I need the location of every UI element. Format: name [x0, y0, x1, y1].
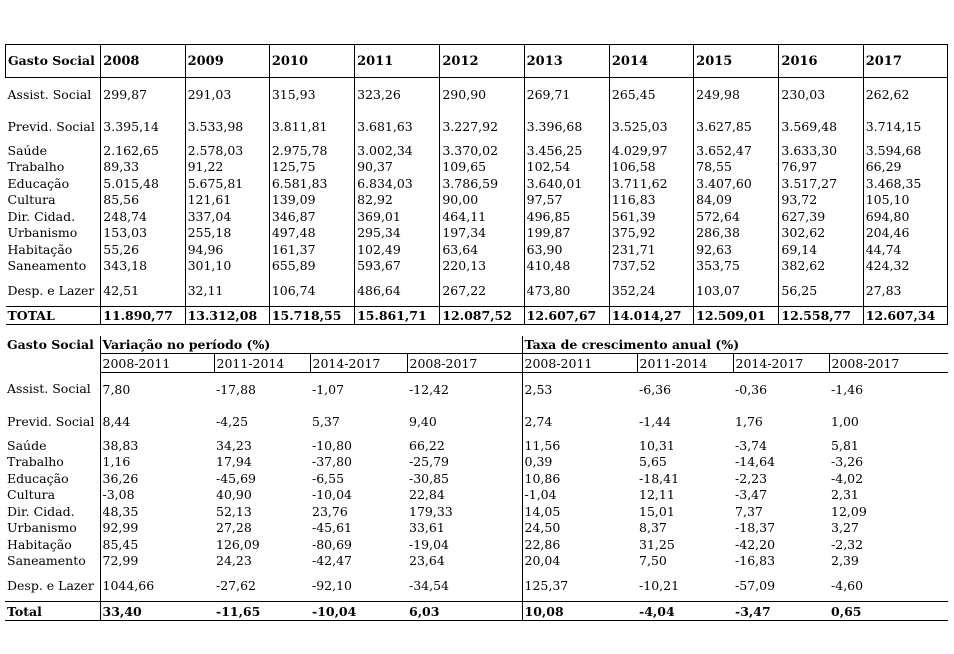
year-header: 2010 — [269, 45, 354, 78]
variation-value: -6,55 — [312, 470, 345, 486]
row-label: Saúde — [5, 437, 100, 454]
row-label: Previd. Social — [5, 405, 100, 437]
value-cell: 102,49 — [355, 241, 440, 258]
variation-value: -45,61 — [312, 520, 353, 536]
growth-value: 12,11 — [639, 487, 675, 503]
growth-value: 14,05 — [522, 503, 637, 520]
variation-value: -42,47 — [312, 553, 353, 569]
year-header: 2015 — [694, 45, 779, 78]
growth-value: 7,50 — [639, 553, 667, 569]
total-value: 12.607,67 — [524, 307, 609, 325]
variation-value: -27,62 — [216, 577, 257, 593]
value-cell: 199,87 — [524, 225, 609, 242]
table1-row — [6, 175, 948, 192]
value-cell: 410,48 — [524, 258, 609, 275]
variation-value: 85,45 — [102, 536, 139, 552]
value-cell: 369,01 — [355, 208, 440, 225]
growth-value: 5,81 — [831, 437, 859, 453]
table2-row — [5, 520, 948, 537]
total-variation-value: -10,04 — [310, 602, 407, 621]
value-cell: 121,61 — [185, 192, 269, 209]
variation-value: 22,84 — [409, 487, 445, 503]
variation-value: 23,76 — [312, 503, 348, 519]
total-growth-value: -4,04 — [637, 602, 733, 621]
value-cell: 424,32 — [863, 258, 947, 275]
growth-value: 125,37 — [522, 569, 637, 602]
growth-value: -3,47 — [735, 487, 768, 503]
value-cell: 375,92 — [609, 225, 693, 242]
value-cell: 343,18 — [101, 258, 185, 275]
value-cell: 3.456,25 — [524, 142, 609, 159]
total-label: TOTAL — [6, 307, 101, 325]
table2-row — [5, 503, 948, 520]
value-cell: 231,71 — [609, 241, 693, 258]
variation-value: 1,16 — [102, 454, 131, 470]
value-cell: 69,14 — [779, 241, 863, 258]
value-cell: 290,90 — [440, 78, 524, 111]
row-label: Saneamento — [7, 258, 87, 274]
value-cell: 63,64 — [440, 241, 524, 258]
variation-period-header: 2011-2014 — [214, 354, 310, 373]
total-value: 12.509,01 — [694, 307, 779, 325]
value-cell: 76,97 — [779, 159, 863, 176]
variation-value: 8,44 — [102, 413, 131, 429]
variation-value: 23,64 — [409, 553, 445, 569]
year-header: 2011 — [355, 45, 440, 78]
value-cell: 3.396,68 — [524, 110, 609, 142]
variation-value: -34,54 — [409, 577, 450, 593]
growth-value: 15,01 — [639, 503, 675, 519]
growth-value: -18,41 — [639, 470, 680, 486]
table1-row — [6, 110, 948, 142]
growth-value: -4,60 — [831, 577, 864, 593]
growth-value: 0,39 — [522, 454, 637, 471]
growth-value: 1,00 — [831, 413, 859, 429]
variation-value: -3,08 — [102, 487, 135, 503]
growth-value: 31,25 — [639, 536, 675, 552]
value-cell: 3.811,81 — [269, 110, 354, 142]
growth-value: 2,39 — [831, 553, 859, 569]
value-cell: 286,38 — [694, 225, 779, 242]
row-label: Educação — [7, 175, 70, 191]
value-cell: 299,87 — [101, 78, 185, 111]
growth-value: -18,37 — [735, 520, 776, 536]
variation-value: 40,90 — [216, 487, 252, 503]
variation-value: -25,79 — [409, 454, 450, 470]
value-cell: 93,72 — [779, 192, 863, 209]
value-cell: 593,67 — [355, 258, 440, 275]
row-label: Dir. Cidad. — [5, 503, 100, 520]
growth-value: 20,04 — [522, 553, 637, 570]
variation-period-header: 2014-2017 — [310, 354, 407, 373]
row-label: Urbanismo — [5, 520, 100, 537]
growth-value: -1,44 — [639, 413, 672, 429]
variation-value: -92,10 — [312, 577, 353, 593]
value-cell: 90,37 — [355, 159, 440, 176]
growth-value: -0,36 — [735, 381, 768, 397]
value-cell: 248,74 — [101, 208, 185, 225]
growth-period-header: 2008-2017 — [829, 354, 948, 373]
value-cell: 66,29 — [863, 159, 947, 176]
variation-value: 72,99 — [102, 553, 139, 569]
table2-row — [5, 454, 948, 471]
value-cell: 2.162,65 — [101, 142, 185, 159]
value-cell: 55,26 — [101, 241, 185, 258]
variation-value: 48,35 — [102, 503, 139, 519]
value-cell: 3.594,68 — [863, 142, 947, 159]
total-label: Total — [5, 602, 100, 621]
variation-value: -45,69 — [216, 470, 257, 486]
table2-total-row — [5, 602, 948, 621]
value-cell: 353,75 — [694, 258, 779, 275]
value-cell: 89,33 — [101, 159, 185, 176]
growth-value: 7,37 — [735, 503, 763, 519]
growth-value: 2,74 — [522, 405, 637, 437]
value-cell: 27,83 — [863, 274, 947, 307]
table1-row — [6, 274, 948, 307]
growth-group-title: Taxa de crescimento anual (%) — [522, 336, 948, 354]
value-cell: 6.581,83 — [269, 175, 354, 192]
value-cell: 3.714,15 — [863, 110, 947, 142]
variation-value: 7,80 — [102, 381, 131, 397]
year-header: 2008 — [101, 45, 185, 78]
growth-value: -1,46 — [831, 381, 864, 397]
value-cell: 63,90 — [524, 241, 609, 258]
growth-period-header: 2011-2014 — [637, 354, 733, 373]
variation-value: 17,94 — [216, 454, 252, 470]
table1-total-row — [6, 307, 948, 325]
variation-value: -1,07 — [312, 381, 345, 397]
value-cell: 161,37 — [269, 241, 354, 258]
growth-value: 8,37 — [639, 520, 667, 536]
row-label: Dir. Cidad. — [7, 208, 76, 224]
value-cell: 109,65 — [440, 159, 524, 176]
variation-value: 52,13 — [216, 503, 252, 519]
variation-value: 33,61 — [409, 520, 445, 536]
growth-value: -4,02 — [831, 470, 864, 486]
value-cell: 78,55 — [694, 159, 779, 176]
growth-value: -3,26 — [831, 454, 864, 470]
growth-value: 22,86 — [522, 536, 637, 553]
value-cell: 204,46 — [863, 225, 947, 242]
total-value: 15.861,71 — [355, 307, 440, 325]
variation-value: 9,40 — [409, 413, 437, 429]
value-cell: 3.533,98 — [185, 110, 269, 142]
year-header: 2014 — [609, 45, 693, 78]
value-cell: 139,09 — [269, 192, 354, 209]
growth-value: -10,21 — [639, 577, 680, 593]
value-cell: 3.525,03 — [609, 110, 693, 142]
value-cell: 3.569,48 — [779, 110, 863, 142]
total-variation-value: 6,03 — [407, 602, 522, 621]
value-cell: 105,10 — [863, 192, 947, 209]
row-label: Saneamento — [5, 553, 100, 570]
variation-value: 24,23 — [216, 553, 252, 569]
variation-value: -4,25 — [216, 413, 249, 429]
value-cell: 265,45 — [609, 78, 693, 111]
variation-value: 66,22 — [409, 437, 445, 453]
value-cell: 291,03 — [185, 78, 269, 111]
year-header: 2016 — [779, 45, 863, 78]
table1-row — [6, 78, 948, 111]
value-cell: 486,64 — [355, 274, 440, 307]
total-growth-value: 10,08 — [522, 602, 637, 621]
growth-value: -6,36 — [639, 381, 672, 397]
value-cell: 103,07 — [694, 274, 779, 307]
growth-value: -1,04 — [522, 487, 637, 504]
value-cell: 269,71 — [524, 78, 609, 111]
total-value: 13.312,08 — [185, 307, 269, 325]
value-cell: 3.786,59 — [440, 175, 524, 192]
value-cell: 323,26 — [355, 78, 440, 111]
variation-value: 34,23 — [216, 437, 252, 453]
variation-value: -17,88 — [216, 381, 257, 397]
table1-row — [6, 159, 948, 176]
value-cell: 249,98 — [694, 78, 779, 111]
table2-row — [5, 569, 948, 602]
value-cell: 255,18 — [185, 225, 269, 242]
variation-value: -10,80 — [312, 437, 353, 453]
value-cell: 3.711,62 — [609, 175, 693, 192]
variation-value: -80,69 — [312, 536, 353, 552]
value-cell: 267,22 — [440, 274, 524, 307]
growth-value: -3,74 — [735, 437, 768, 453]
growth-value: 12,09 — [831, 503, 867, 519]
year-header: 2017 — [863, 45, 947, 78]
value-cell: 230,03 — [779, 78, 863, 111]
row-label: Urbanismo — [7, 225, 78, 241]
total-variation-value: -11,65 — [214, 602, 310, 621]
value-cell: 3.407,60 — [694, 175, 779, 192]
table1-row — [6, 241, 948, 258]
growth-value: -57,09 — [735, 577, 776, 593]
variation-value: -19,04 — [409, 536, 450, 552]
table1-row — [6, 258, 948, 275]
row-label: Trabalho — [5, 454, 100, 471]
row-label: Cultura — [5, 487, 100, 504]
total-growth-value: 0,65 — [829, 602, 948, 621]
value-cell: 655,89 — [269, 258, 354, 275]
growth-value: -2,23 — [735, 470, 768, 486]
table2-row — [5, 437, 948, 454]
value-cell: 197,34 — [440, 225, 524, 242]
value-cell: 382,62 — [779, 258, 863, 275]
value-cell: 32,11 — [185, 274, 269, 307]
value-cell: 737,52 — [609, 258, 693, 275]
value-cell: 220,13 — [440, 258, 524, 275]
value-cell: 561,39 — [609, 208, 693, 225]
value-cell: 496,85 — [524, 208, 609, 225]
variation-value: 5,37 — [312, 413, 340, 429]
value-cell: 3.640,01 — [524, 175, 609, 192]
gasto-social-variation-table — [5, 336, 948, 621]
growth-value: -14,64 — [735, 454, 776, 470]
value-cell: 42,51 — [101, 274, 185, 307]
value-cell: 3.517,27 — [779, 175, 863, 192]
variation-value: 36,26 — [102, 470, 139, 486]
growth-value: 2,31 — [831, 487, 859, 503]
table1-row — [6, 142, 948, 159]
value-cell: 346,87 — [269, 208, 354, 225]
table1-row — [6, 192, 948, 209]
value-cell: 3.370,02 — [440, 142, 524, 159]
growth-value: 1,76 — [735, 413, 763, 429]
table2-row — [5, 487, 948, 504]
growth-value: 11,56 — [522, 437, 637, 454]
growth-value: 10,86 — [522, 470, 637, 487]
value-cell: 3.652,47 — [694, 142, 779, 159]
total-variation-value: 33,40 — [100, 602, 214, 621]
value-cell: 497,48 — [269, 225, 354, 242]
value-cell: 3.395,14 — [101, 110, 185, 142]
value-cell: 3.468,35 — [863, 175, 947, 192]
year-header: 2013 — [524, 45, 609, 78]
growth-value: -42,20 — [735, 536, 776, 552]
total-value: 11.890,77 — [101, 307, 185, 325]
value-cell: 92,63 — [694, 241, 779, 258]
value-cell: 5.015,48 — [101, 175, 185, 192]
value-cell: 302,62 — [779, 225, 863, 242]
total-value: 12.607,34 — [863, 307, 947, 325]
variation-period-header: 2008-2011 — [100, 354, 214, 373]
value-cell: 102,54 — [524, 159, 609, 176]
value-cell: 6.834,03 — [355, 175, 440, 192]
value-cell: 56,25 — [779, 274, 863, 307]
value-cell: 295,34 — [355, 225, 440, 242]
row-label: Habitação — [7, 241, 73, 257]
table2-group-header-row — [5, 336, 948, 354]
value-cell: 572,64 — [694, 208, 779, 225]
value-cell: 97,57 — [524, 192, 609, 209]
growth-value: 24,50 — [522, 520, 637, 537]
variation-value: -30,85 — [409, 470, 450, 486]
variation-value: 92,99 — [102, 520, 139, 536]
value-cell: 3.681,63 — [355, 110, 440, 142]
row-label: Cultura — [7, 192, 56, 208]
row-label: Previd. Social — [7, 118, 95, 134]
value-cell: 2.975,78 — [269, 142, 354, 159]
growth-value: -2,32 — [831, 536, 864, 552]
table2-row — [5, 405, 948, 437]
variation-value: -37,80 — [312, 454, 353, 470]
variation-value: 38,83 — [102, 437, 139, 453]
value-cell: 315,93 — [269, 78, 354, 111]
row-label: Assist. Social — [7, 86, 92, 102]
table2-row — [5, 553, 948, 570]
table2-row — [5, 470, 948, 487]
variation-period-header: 2008-2017 — [407, 354, 522, 373]
value-cell: 3.633,30 — [779, 142, 863, 159]
row-label: Trabalho — [7, 159, 65, 175]
table2-header-label: Gasto Social — [5, 336, 100, 373]
value-cell: 91,22 — [185, 159, 269, 176]
value-cell: 473,80 — [524, 274, 609, 307]
growth-value: 5,65 — [639, 454, 667, 470]
value-cell: 44,74 — [863, 241, 947, 258]
value-cell: 90,00 — [440, 192, 524, 209]
row-label: Educação — [5, 470, 100, 487]
year-header: 2012 — [440, 45, 524, 78]
total-value: 14.014,27 — [609, 307, 693, 325]
variation-value: 1044,66 — [102, 577, 155, 593]
value-cell: 4.029,97 — [609, 142, 693, 159]
growth-value: 10,31 — [639, 437, 675, 453]
value-cell: 125,75 — [269, 159, 354, 176]
value-cell: 94,96 — [185, 241, 269, 258]
table1-row — [6, 208, 948, 225]
table2-row — [5, 373, 948, 406]
total-value: 12.087,52 — [440, 307, 524, 325]
growth-value: 3,27 — [831, 520, 859, 536]
growth-value: 2,53 — [522, 373, 637, 406]
value-cell: 3.002,34 — [355, 142, 440, 159]
total-growth-value: -3,47 — [733, 602, 829, 621]
value-cell: 3.627,85 — [694, 110, 779, 142]
value-cell: 153,03 — [101, 225, 185, 242]
variation-value: -12,42 — [409, 381, 450, 397]
value-cell: 694,80 — [863, 208, 947, 225]
table1-header-label: Gasto Social — [6, 45, 101, 78]
year-header: 2009 — [185, 45, 269, 78]
row-label: Desp. e Lazer — [5, 569, 100, 602]
total-value: 12.558,77 — [779, 307, 863, 325]
gasto-social-values-table — [5, 44, 948, 325]
value-cell: 352,24 — [609, 274, 693, 307]
table2-row — [5, 536, 948, 553]
table1-row — [6, 225, 948, 242]
value-cell: 464,11 — [440, 208, 524, 225]
value-cell: 262,62 — [863, 78, 947, 111]
value-cell: 82,92 — [355, 192, 440, 209]
value-cell: 627,39 — [779, 208, 863, 225]
value-cell: 2.578,03 — [185, 142, 269, 159]
value-cell: 3.227,92 — [440, 110, 524, 142]
table2-period-header-row — [5, 354, 948, 373]
variation-group-title: Variação no período (%) — [100, 336, 522, 354]
value-cell: 337,04 — [185, 208, 269, 225]
row-label: Habitação — [5, 536, 100, 553]
value-cell: 5.675,81 — [185, 175, 269, 192]
variation-value: 27,28 — [216, 520, 252, 536]
value-cell: 116,83 — [609, 192, 693, 209]
value-cell: 85,56 — [101, 192, 185, 209]
variation-value: 126,09 — [216, 536, 260, 552]
value-cell: 301,10 — [185, 258, 269, 275]
row-label: Assist. Social — [5, 373, 100, 406]
row-label: Saúde — [7, 142, 47, 158]
variation-value: 179,33 — [409, 503, 453, 519]
total-value: 15.718,55 — [269, 307, 354, 325]
row-label: Desp. e Lazer — [7, 282, 95, 298]
value-cell: 106,58 — [609, 159, 693, 176]
growth-period-header: 2014-2017 — [733, 354, 829, 373]
value-cell: 106,74 — [269, 274, 354, 307]
growth-value: -16,83 — [735, 553, 776, 569]
value-cell: 84,09 — [694, 192, 779, 209]
growth-period-header: 2008-2011 — [522, 354, 637, 373]
table1-header-row — [6, 45, 948, 78]
variation-value: -10,04 — [312, 487, 353, 503]
